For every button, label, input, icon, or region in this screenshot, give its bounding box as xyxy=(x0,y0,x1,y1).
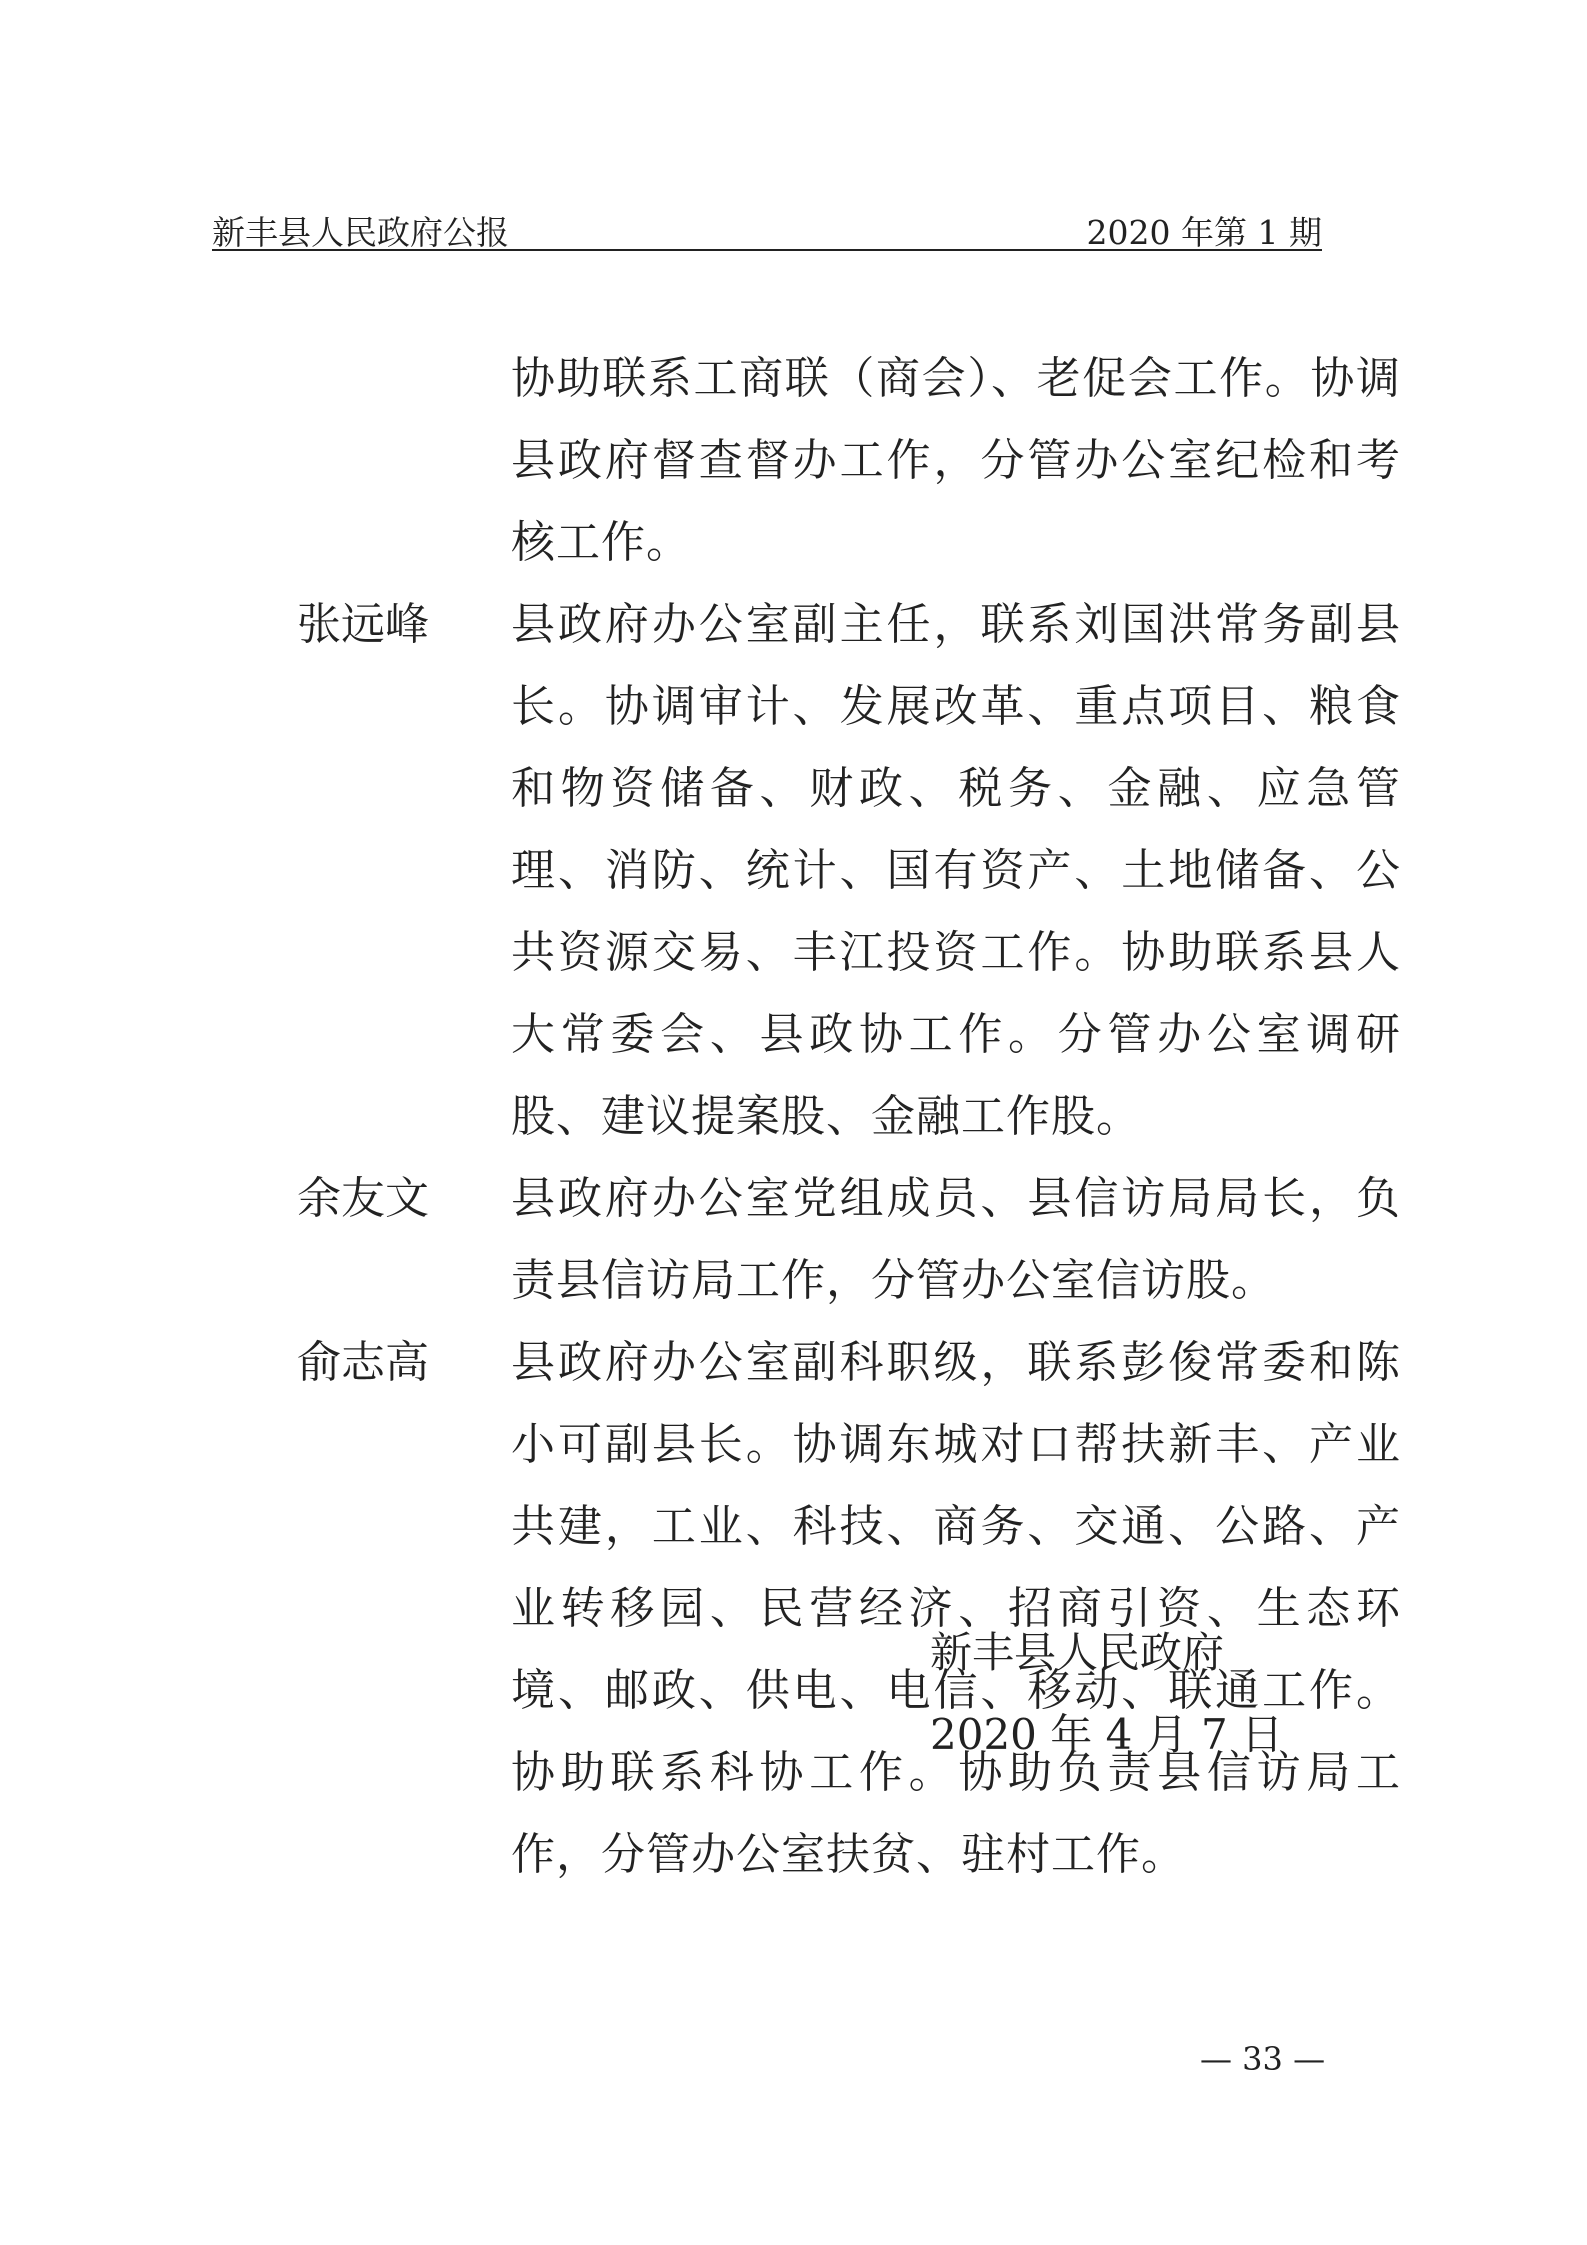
entry-text: 县政府办公室党组成员、县信访局局长，负责县信访局工作，分管办公室信访股。 xyxy=(511,1173,1401,1306)
page-number: — 33 — xyxy=(1200,2040,1326,2078)
publication-title: 新丰县人民政府公报 xyxy=(212,213,509,252)
entry-yu-youwen xyxy=(0,1158,1587,1322)
signature-date: 2020 年 4 月 7 日 xyxy=(930,1710,1284,1759)
page-header xyxy=(212,205,1322,251)
signature-org: 新丰县人民政府 xyxy=(930,1628,1225,1677)
entry-continuation xyxy=(0,338,1587,584)
signature-block xyxy=(930,1612,1283,1776)
entry-name: 余友文 xyxy=(297,1173,429,1224)
entry-name: 俞志高 xyxy=(297,1337,429,1388)
entry-text: 县政府办公室副科职级，联系彭俊常委和陈小可副县长。协调东城对口帮扶新丰、产业共建，工业、科技、商务、交通、公路、产业转移园、民营经济、招商引资、生态环境、邮政、供电、电信、移动、联通工作。协助联系科协工作。协助负责县信访局工作，分管办公室扶贫、驻村工作。 xyxy=(511,1337,1401,1880)
entry-yu-zhigao xyxy=(0,1322,1587,1896)
entry-text: 协助联系工商联（商会）、老促会工作。协调县政府督查督办工作，分管办公室纪检和考核工作。 xyxy=(511,353,1401,568)
entry-name: 张远峰 xyxy=(297,599,429,650)
document-body xyxy=(0,338,1587,1896)
issue-number: 2020 年第 1 期 xyxy=(1086,213,1322,252)
entry-text: 县政府办公室副主任，联系刘国洪常务副县长。协调审计、发展改革、重点项目、粮食和物资储备、财政、税务、金融、应急管理、消防、统计、国有资产、土地储备、公共资源交易、丰江投资工作。协助联系县人大常委会、县政协工作。分管办公室调研股、建议提案股、金融工作股。 xyxy=(511,599,1401,1142)
entry-zhang-yuanfeng xyxy=(0,584,1587,1158)
